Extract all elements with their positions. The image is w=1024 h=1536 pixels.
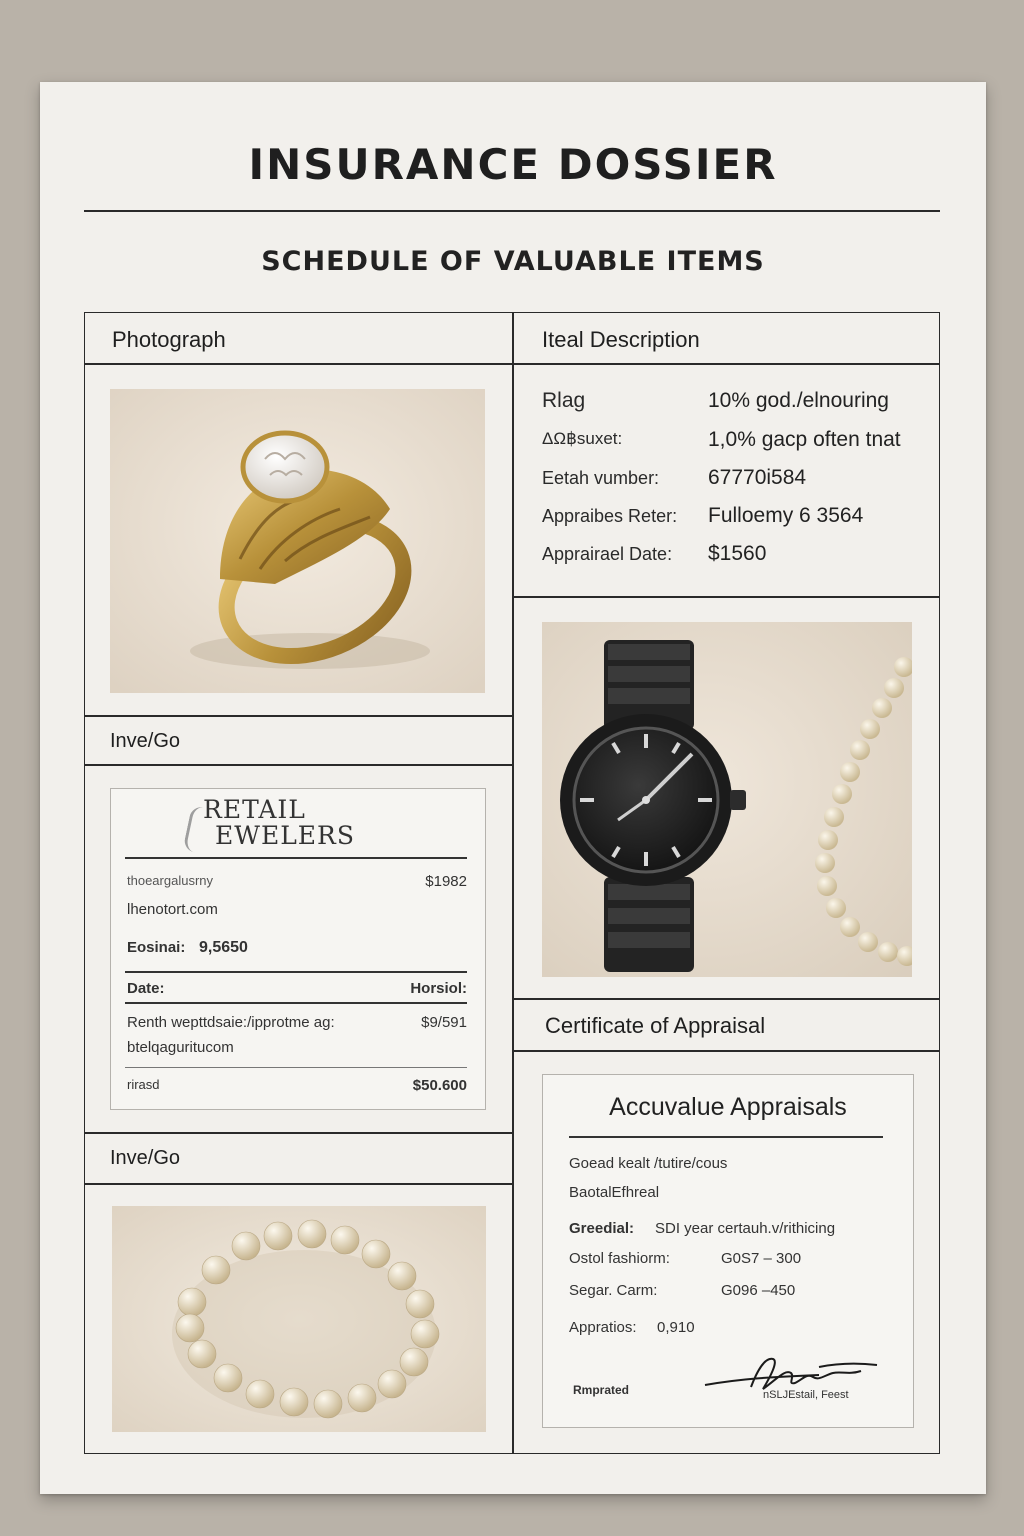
watch-pearls-photo [542,622,912,977]
receipt-row1-left: Renth wepttdsaie:/ipprotme ag: [127,1014,335,1031]
retail-receipt [110,788,486,1110]
desc-value-5: $1560 [708,542,767,565]
signer-caption: nSLJEstail, Feest [763,1389,849,1401]
certificate-header: Certificate of Appraisal [545,1013,766,1038]
left-rule-3 [84,764,513,766]
store-name-line2: EWELERS [215,821,355,850]
left-header-rule [84,363,513,365]
receipt-total-label: Eosinai: [127,939,186,956]
receipt-row1-right: $9/591 [421,1014,467,1031]
cert-line-2: BaotalEfhreal [569,1184,660,1201]
column-divider [512,312,514,1454]
right-rule-2 [512,596,940,598]
receipt-amount-header: Horsiol: [410,980,467,997]
title-divider [84,210,940,212]
dossier-sheet [40,82,986,1494]
cert-line-4-value: G0S7 – 300 [721,1250,802,1267]
desc-label-1: Rlag [542,389,586,412]
desc-value-1: 10% god./elnouring [708,389,889,412]
invoice-label: Inve/Go [110,730,181,752]
cert-line-3-label: Greedial: [569,1220,635,1237]
cert-line-5-label: Segar. Carm: [569,1282,658,1299]
cert-line-4-label: Ostol fashiorm: [569,1250,670,1267]
left-rule-2 [84,715,513,717]
receipt-rule-4 [125,1067,467,1068]
desc-value-2: 1,0% gacp often tnat [708,428,901,451]
left-rule-5 [84,1183,513,1185]
receipt-line1-left: thoeargalusrny [127,873,213,888]
receipt-total-value: 9,5650 [199,939,248,956]
desc-label-3: Eetah vumber: [542,468,660,488]
appraised-value: 0,910 [657,1319,695,1336]
item-description-header: Iteal Description [542,327,700,352]
desc-label-4: Appraibes Reter: [542,506,678,526]
cert-line-5-value: G096 –450 [721,1282,796,1299]
receipt-footer-left: rirasd [127,1077,160,1092]
signed-label: Rmprated [573,1383,630,1397]
desc-value-4: Fulloemy 6 3564 [708,504,864,527]
receipt-line2-left: lhenotort.com [127,901,218,918]
appraiser-company: Accuvalue Appraisals [609,1093,847,1121]
left-rule-4 [84,1132,513,1134]
bracelet-label: Inve/Go [110,1147,181,1169]
ring-photo [110,389,485,693]
right-rule-4 [512,1050,940,1052]
certificate-rule [569,1136,883,1138]
receipt-line1-right: $1982 [425,873,467,890]
pearl-bracelet-photo [112,1206,486,1432]
right-header-rule [512,363,940,365]
page-subtitle: SCHEDULE OF VALUABLE ITEMS [261,246,765,277]
desc-value-3: 67770i584 [708,466,807,489]
desc-label-5: Apprairael Date: [542,544,673,564]
page-title: INSURANCE DOSSIER [248,140,778,189]
store-name-line1: RETAIL [203,795,306,824]
receipt-rule-2 [125,971,467,973]
receipt-footer-right: $50.600 [412,1077,467,1094]
receipt-row1-left2: btelqaguritucom [127,1039,234,1056]
desc-label-2: ΔΩ฿suxet: [542,429,623,448]
cert-line-1: Goead kealt /tutire/cous [569,1155,728,1172]
receipt-rule-3 [125,1002,467,1004]
appraised-label: Appratios: [569,1319,637,1336]
receipt-rule-1 [125,857,467,859]
photograph-header: Photograph [112,327,226,352]
cert-line-3-value: SDI year certauh.v/rithicing [655,1220,836,1237]
right-rule-3 [512,998,940,1000]
receipt-date-header: Date: [127,980,165,997]
appraisal-certificate [542,1074,914,1428]
